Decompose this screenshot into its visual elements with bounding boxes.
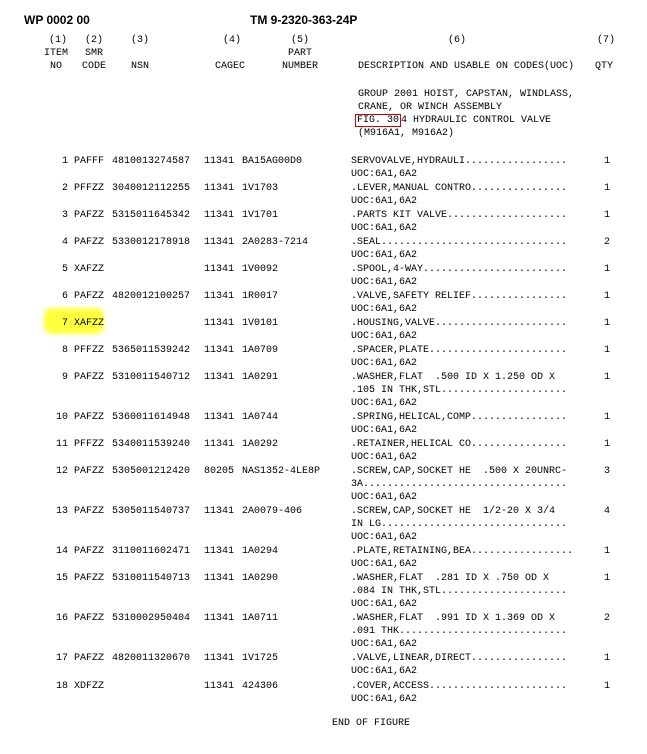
cage-code: 11341 bbox=[204, 546, 235, 557]
nsn-value: 5330012178918 bbox=[112, 237, 191, 248]
description bbox=[351, 438, 567, 464]
description-line: UOC:6A1,6A2 bbox=[351, 452, 418, 463]
cage-code: 11341 bbox=[204, 264, 235, 275]
description-line: UOC:6A1,6A2 bbox=[351, 492, 418, 503]
part-number: 2A0079-406 bbox=[242, 506, 303, 517]
description-line: .SPACER,PLATE....................... bbox=[351, 345, 568, 356]
description bbox=[351, 182, 567, 208]
col-smr-label: SMR bbox=[84, 48, 103, 59]
col-part-label: PART bbox=[287, 48, 312, 59]
description-line: .VALVE,SAFETY RELIEF................ bbox=[351, 291, 568, 302]
col-item-label-2: NO bbox=[49, 61, 62, 72]
smr-code: PAFZZ bbox=[74, 546, 105, 557]
part-number: 1A0292 bbox=[242, 439, 279, 450]
quantity: 2 bbox=[603, 237, 610, 248]
item-number: 8 bbox=[61, 345, 68, 356]
nsn-value: 5310011540712 bbox=[112, 372, 191, 383]
quantity: 1 bbox=[603, 345, 610, 356]
description bbox=[351, 290, 567, 316]
col-item-label: ITEM bbox=[43, 48, 68, 59]
smr-code: PAFZZ bbox=[74, 506, 105, 517]
description-line: .PLATE,RETAINING,BEA................. bbox=[351, 546, 574, 557]
item-number: 12 bbox=[55, 466, 68, 477]
description-line: IN LG............................... bbox=[351, 519, 568, 530]
nsn-value: 5365011539242 bbox=[112, 345, 191, 356]
quantity: 1 bbox=[603, 412, 610, 423]
col-num-6: (6) bbox=[447, 35, 466, 46]
description-line: UOC:6A1,6A2 bbox=[351, 694, 418, 705]
description-line: UOC:6A1,6A2 bbox=[351, 304, 418, 315]
description bbox=[351, 572, 567, 611]
part-number: NAS1352-4LE8P bbox=[242, 466, 321, 477]
description-line: .091 THK............................ bbox=[351, 626, 568, 637]
part-number: 1A0290 bbox=[242, 573, 279, 584]
description-line: SERVOVALVE,HYDRAULI................. bbox=[351, 156, 568, 167]
col-nsn-label: NSN bbox=[130, 61, 149, 72]
description-line: .HOUSING,VALVE...................... bbox=[351, 318, 568, 329]
col-smr-label-2: CODE bbox=[81, 61, 106, 72]
item-number: 2 bbox=[61, 183, 68, 194]
smr-code: PAFFF bbox=[74, 156, 105, 167]
description-line: UOC:6A1,6A2 bbox=[351, 599, 418, 610]
work-package-number: WP 0002 00 bbox=[24, 13, 90, 27]
quantity: 1 bbox=[603, 264, 610, 275]
description-line: UOC:6A1,6A2 bbox=[351, 398, 418, 409]
item-number: 17 bbox=[55, 653, 68, 664]
col-num-2: (2) bbox=[84, 35, 103, 46]
description bbox=[351, 344, 567, 370]
cage-code: 11341 bbox=[204, 372, 235, 383]
cage-code: 80205 bbox=[204, 466, 235, 477]
col-num-3: (3) bbox=[130, 35, 149, 46]
col-num-5: (5) bbox=[290, 35, 309, 46]
description-line: UOC:6A1,6A2 bbox=[351, 223, 418, 234]
part-number: 1V1701 bbox=[242, 210, 279, 221]
description-line: UOC:6A1,6A2 bbox=[351, 358, 418, 369]
smr-code: XAFZZ bbox=[74, 264, 105, 275]
nsn-value: 5310011540713 bbox=[112, 573, 191, 584]
col-cagec-label: CAGEC bbox=[214, 61, 245, 72]
group-title: GROUP 2001 HOIST, CAPSTAN, WINDLASS, bbox=[358, 89, 575, 100]
description-line: .WASHER,FLAT .991 ID X 1.369 OD X bbox=[351, 613, 556, 624]
cage-code: 11341 bbox=[204, 573, 235, 584]
description bbox=[351, 505, 567, 544]
description-line: UOC:6A1,6A2 bbox=[351, 639, 418, 650]
description-line: .SCREW,CAP,SOCKET HE .500 X 20UNRC- bbox=[351, 466, 568, 477]
nsn-value: 5340011539240 bbox=[112, 439, 191, 450]
cage-code: 11341 bbox=[204, 345, 235, 356]
part-number: 1R0017 bbox=[242, 291, 279, 302]
description-line: UOC:6A1,6A2 bbox=[351, 331, 418, 342]
group-title-2: CRANE, OR WINCH ASSEMBLY bbox=[358, 102, 503, 113]
description bbox=[351, 680, 567, 706]
cage-code: 11341 bbox=[204, 183, 235, 194]
description-line: UOC:6A1,6A2 bbox=[351, 277, 418, 288]
description-line: UOC:6A1,6A2 bbox=[351, 532, 418, 543]
figure-title-rest: 4 HYDRAULIC CONTROL VALVE bbox=[401, 115, 552, 126]
nsn-value: 5305001212420 bbox=[112, 466, 191, 477]
description-line: .RETAINER,HELICAL CO................ bbox=[351, 439, 568, 450]
smr-code: PAFZZ bbox=[74, 237, 105, 248]
part-number: 1A0294 bbox=[242, 546, 279, 557]
part-number: 1A0709 bbox=[242, 345, 279, 356]
description bbox=[351, 612, 567, 651]
cage-code: 11341 bbox=[204, 439, 235, 450]
part-number: 1A0291 bbox=[242, 372, 279, 383]
description-line: UOC:6A1,6A2 bbox=[351, 425, 418, 436]
description bbox=[351, 465, 567, 504]
item-number: 10 bbox=[55, 412, 68, 423]
smr-code: PFFZZ bbox=[74, 345, 105, 356]
nsn-value: 3110011602471 bbox=[112, 546, 191, 557]
description-line: .SCREW,CAP,SOCKET HE 1/2-20 X 3/4 bbox=[351, 506, 556, 517]
item-number: 16 bbox=[55, 613, 68, 624]
cage-code: 11341 bbox=[204, 681, 235, 692]
nsn-value: 5315011645342 bbox=[112, 210, 191, 221]
smr-code: PAFZZ bbox=[74, 210, 105, 221]
quantity: 1 bbox=[603, 183, 610, 194]
nsn-value: 3040012112255 bbox=[112, 183, 191, 194]
item-number: 15 bbox=[55, 573, 68, 584]
description-line: UOC:6A1,6A2 bbox=[351, 196, 418, 207]
smr-code: PAFZZ bbox=[74, 291, 105, 302]
smr-code: PAFZZ bbox=[74, 372, 105, 383]
quantity: 1 bbox=[603, 372, 610, 383]
part-number: 1A0744 bbox=[242, 412, 279, 423]
col-qty-label: QTY bbox=[595, 61, 614, 72]
col-part-label-2: NUMBER bbox=[281, 61, 318, 72]
smr-code: PAFZZ bbox=[74, 653, 105, 664]
cage-code: 11341 bbox=[204, 318, 235, 329]
item-number: 14 bbox=[55, 546, 68, 557]
item-number: 5 bbox=[61, 264, 68, 275]
smr-code: PAFZZ bbox=[74, 466, 105, 477]
description-line: .SPOOL,4-WAY........................ bbox=[351, 264, 568, 275]
description bbox=[351, 411, 567, 437]
part-number: 1V0101 bbox=[242, 318, 279, 329]
description bbox=[351, 545, 573, 571]
item-number: 6 bbox=[61, 291, 68, 302]
description-line: .105 IN THK,STL..................... bbox=[351, 385, 568, 396]
part-number: 2A0283-7214 bbox=[242, 237, 309, 248]
description bbox=[351, 652, 567, 678]
nsn-value: 5360011614948 bbox=[112, 412, 191, 423]
quantity: 1 bbox=[603, 573, 610, 584]
quantity: 1 bbox=[603, 546, 610, 557]
nsn-value: 4820012100257 bbox=[112, 291, 191, 302]
part-number: BA15AG00D0 bbox=[242, 156, 303, 167]
description-line: .PARTS KIT VALVE.................... bbox=[351, 210, 568, 221]
description-line: UOC:6A1,6A2 bbox=[351, 559, 418, 570]
cage-code: 11341 bbox=[204, 156, 235, 167]
smr-code: XAFZZ bbox=[74, 318, 105, 329]
description bbox=[351, 155, 567, 181]
smr-code: XDFZZ bbox=[74, 681, 105, 692]
item-number: 13 bbox=[55, 506, 68, 517]
nsn-value: 4810013274587 bbox=[112, 156, 191, 167]
col-num-4: (4) bbox=[222, 35, 241, 46]
item-number: 7 bbox=[61, 318, 68, 329]
part-number: 1V0092 bbox=[242, 264, 279, 275]
technical-manual-number: TM 9-2320-363-24P bbox=[250, 13, 358, 27]
item-number: 4 bbox=[61, 237, 68, 248]
quantity: 4 bbox=[603, 506, 610, 517]
col-num-1: (1) bbox=[48, 35, 67, 46]
description-line: .LEVER,MANUAL CONTRO................ bbox=[351, 183, 568, 194]
smr-code: PAFZZ bbox=[74, 573, 105, 584]
quantity: 1 bbox=[603, 291, 610, 302]
description-line: .SPRING,HELICAL,COMP................ bbox=[351, 412, 568, 423]
cage-code: 11341 bbox=[204, 237, 235, 248]
part-number: 1V1725 bbox=[242, 653, 279, 664]
end-of-figure: END OF FIGURE bbox=[332, 718, 411, 729]
quantity: 1 bbox=[603, 653, 610, 664]
cage-code: 11341 bbox=[204, 210, 235, 221]
item-number: 9 bbox=[61, 372, 68, 383]
col-num-7: (7) bbox=[596, 35, 615, 46]
nsn-value: 5310002950404 bbox=[112, 613, 191, 624]
description bbox=[351, 236, 567, 262]
col-desc-label: DESCRIPTION AND USABLE ON CODES(UOC) bbox=[358, 61, 575, 72]
smr-code: PAFZZ bbox=[74, 613, 105, 624]
description-line: .SEAL............................... bbox=[351, 237, 568, 248]
item-number: 11 bbox=[55, 439, 68, 450]
quantity: 1 bbox=[603, 318, 610, 329]
cage-code: 11341 bbox=[204, 291, 235, 302]
cage-code: 11341 bbox=[204, 412, 235, 423]
quantity: 3 bbox=[603, 466, 610, 477]
item-number: 18 bbox=[55, 681, 68, 692]
smr-code: PFFZZ bbox=[74, 183, 105, 194]
cage-code: 11341 bbox=[204, 613, 235, 624]
cage-code: 11341 bbox=[204, 653, 235, 664]
nsn-value: 5305011540737 bbox=[112, 506, 191, 517]
description-line: UOC:6A1,6A2 bbox=[351, 250, 418, 261]
cage-code: 11341 bbox=[204, 506, 235, 517]
description-line: .COVER,ACCESS....................... bbox=[351, 681, 568, 692]
item-number: 3 bbox=[61, 210, 68, 221]
description-line: .WASHER,FLAT .281 ID X .750 OD X bbox=[351, 573, 550, 584]
quantity: 1 bbox=[603, 156, 610, 167]
description bbox=[351, 371, 567, 410]
figure-models: (M916A1, M916A2) bbox=[358, 128, 455, 139]
description bbox=[351, 209, 567, 235]
item-number: 1 bbox=[61, 156, 68, 167]
description-line: .WASHER,FLAT .500 ID X 1.250 OD X bbox=[351, 372, 556, 383]
description-line: UOC:6A1,6A2 bbox=[351, 169, 418, 180]
description-line: UOC:6A1,6A2 bbox=[351, 666, 418, 677]
quantity: 2 bbox=[603, 613, 610, 624]
quantity: 1 bbox=[603, 210, 610, 221]
part-number: 424306 bbox=[242, 681, 279, 692]
description bbox=[351, 317, 567, 343]
description bbox=[351, 263, 567, 289]
description-line: 3A.................................. bbox=[351, 479, 568, 490]
part-number: 1A0711 bbox=[242, 613, 279, 624]
part-number: 1V1703 bbox=[242, 183, 279, 194]
smr-code: PAFZZ bbox=[74, 412, 105, 423]
description-line: .VALVE,LINEAR,DIRECT................ bbox=[351, 653, 568, 664]
description-line: .084 IN THK,STL..................... bbox=[351, 586, 568, 597]
figure-title bbox=[355, 114, 551, 127]
quantity: 1 bbox=[603, 681, 610, 692]
figure-link[interactable]: FIG. 30 bbox=[357, 115, 400, 126]
smr-code: PFFZZ bbox=[74, 439, 105, 450]
nsn-value: 4820011320670 bbox=[112, 653, 191, 664]
quantity: 1 bbox=[603, 439, 610, 450]
